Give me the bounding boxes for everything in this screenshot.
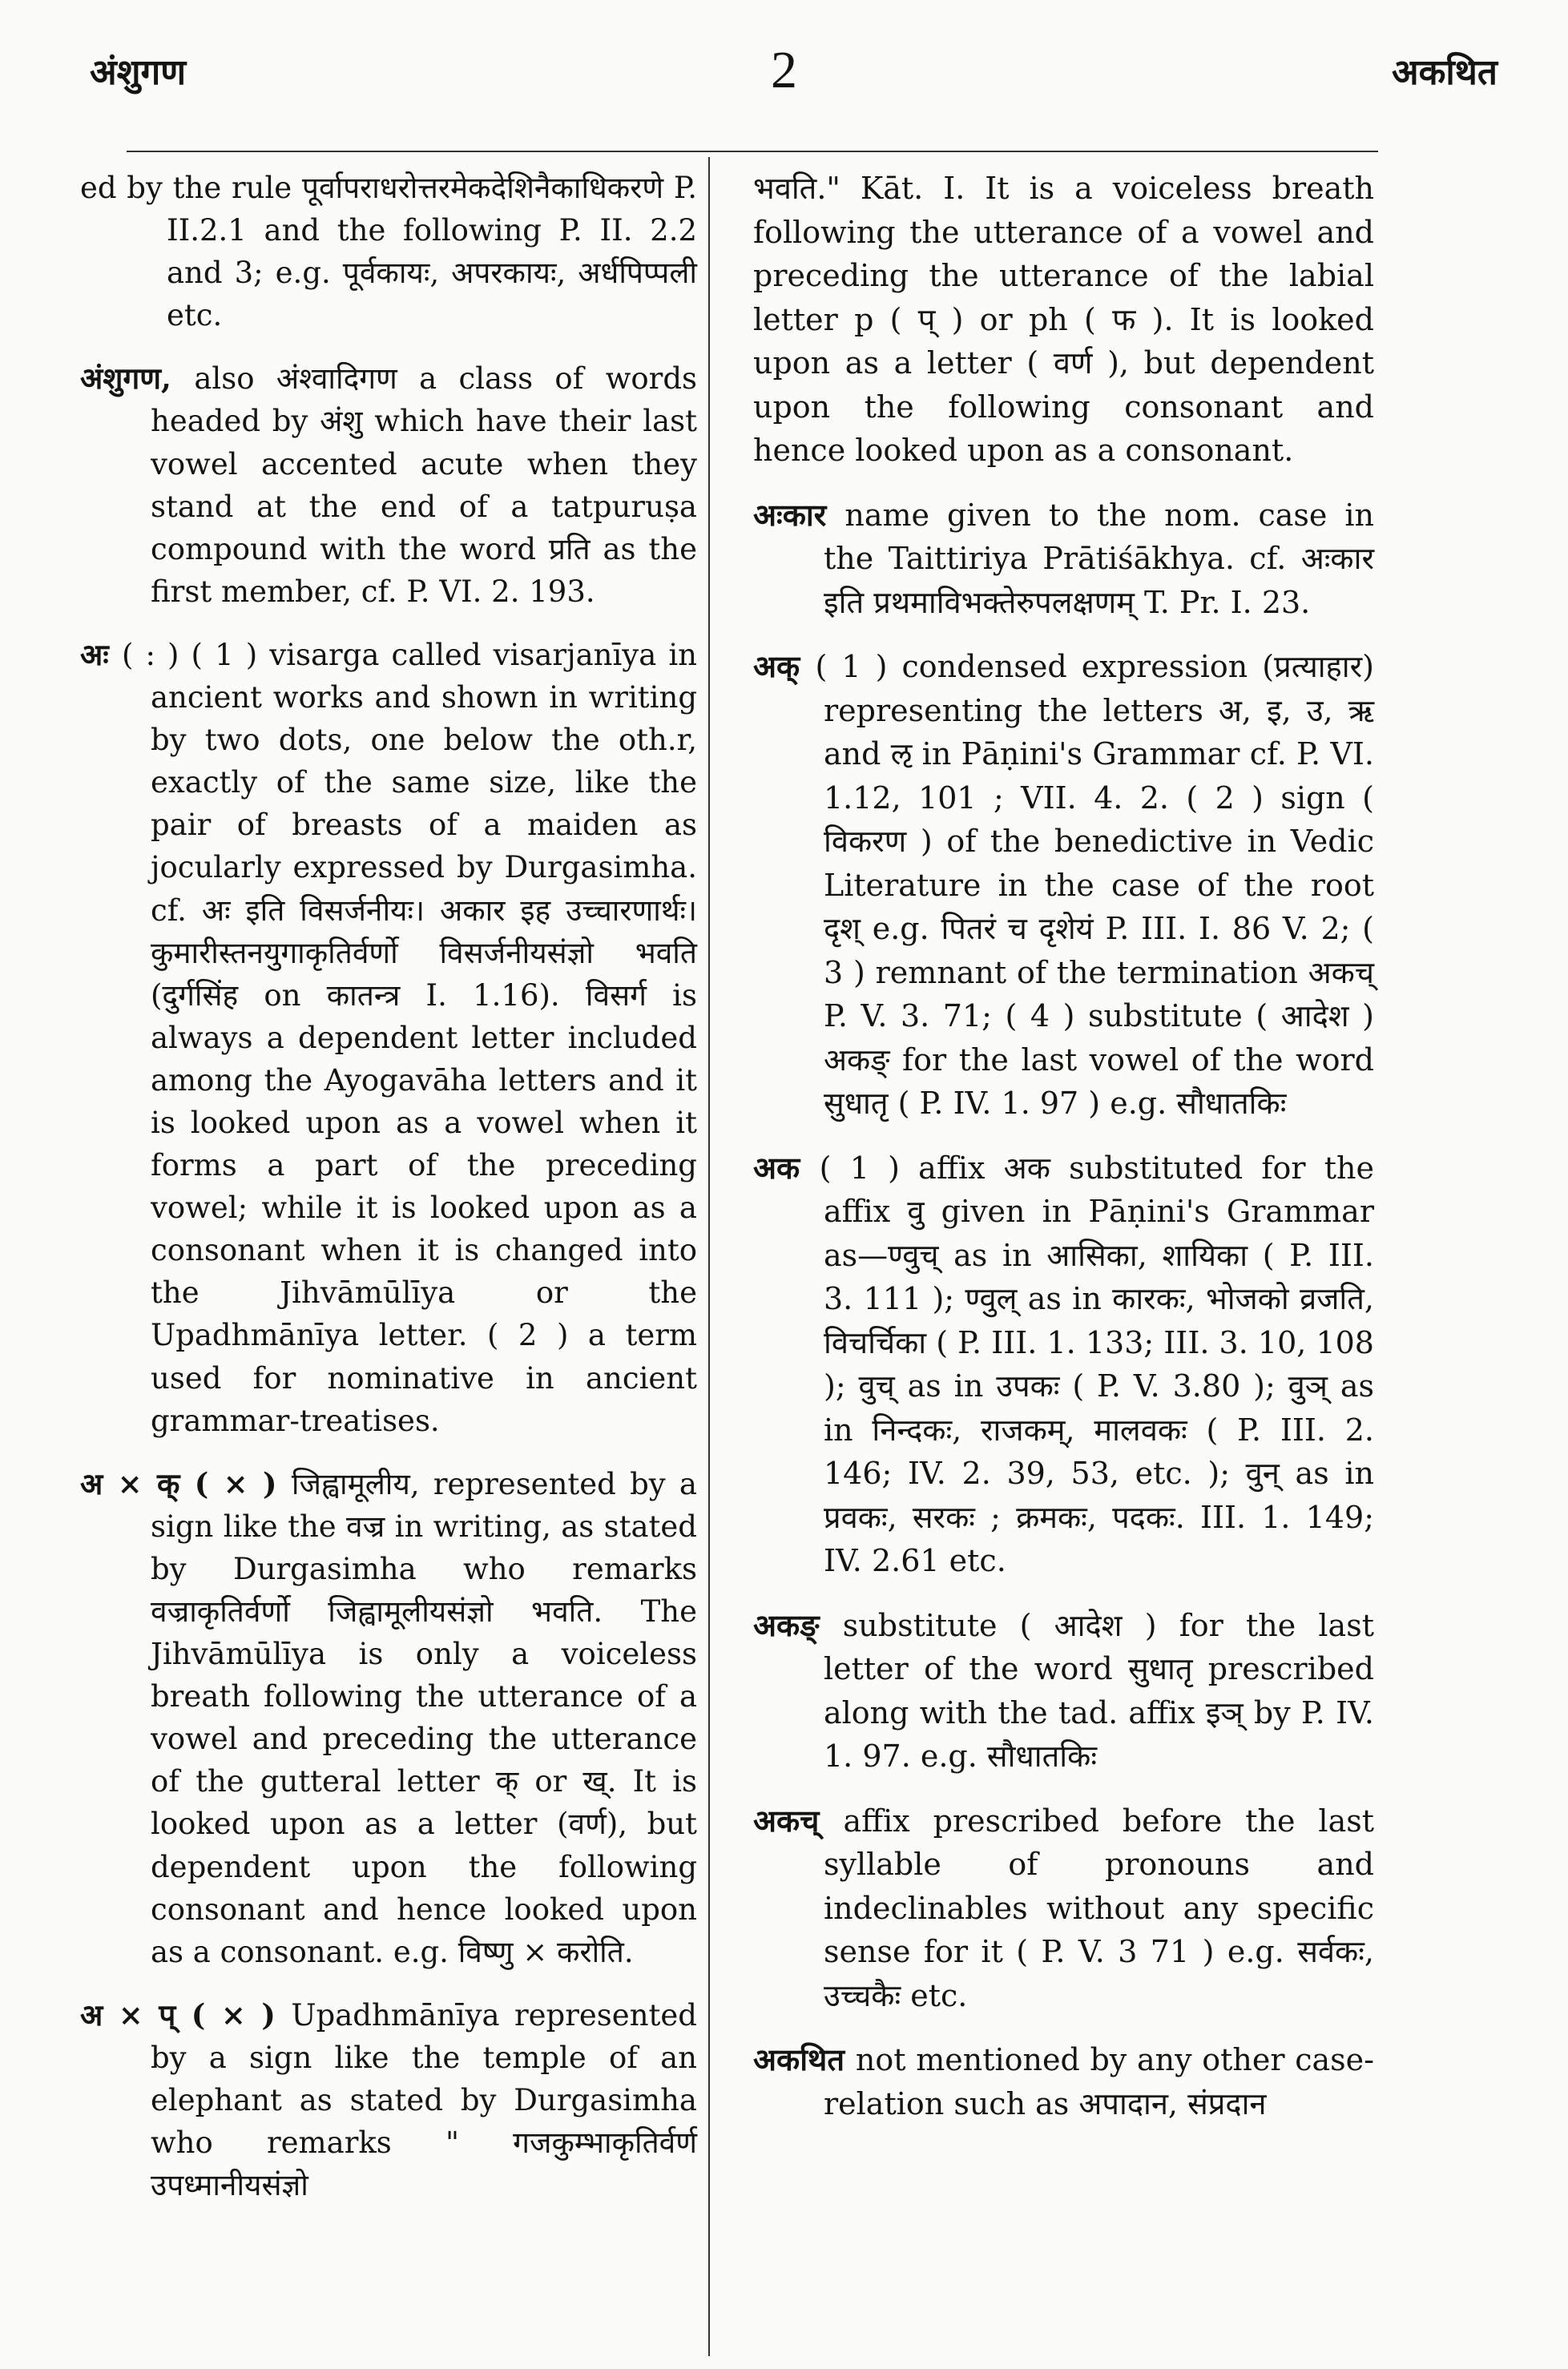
entry-text: ( : ) ( 1 ) visarga called visarjanīya in ancient works and shown in writing by two dots, one below the oth.r, exactly of the same size, like the pair of breasts of a maiden as jocularly expressed by Durgasimha. cf. अः इति विसर्जनीयः। अकार इह उच्चारणार्थः। कुमारीस्तनयुगाकृतिर्वर्णो विसर्जनीयसंज्ञो भवति (दुर्गसिंह on कातन्त्र I. 1.16). विसर्ग is always a dependent letter included among the Ayogavāha letters and it is looked upon as a vowel when it forms a part of the preceding vowel; while it is looked upon as a consonant when it is changed into the Jihvāmūlīya or the Upadhmānīya letter. ( 2 ) a term used for nominative in ancient grammar-treatises. [121,637,697,1438]
entry-headword: अकच् [753,1802,820,1839]
entry-headword: अ × प् ( × ) [80,1996,276,2033]
dictionary-entry [753,645,1374,1126]
dictionary-entry [753,1604,1374,1779]
entry-text: ed by the rule पूर्वापराधरोत्तरमेकदेशिनैकाधिकरणे P. II.2.1 and the following P. II. 2.2 and 3; e.g. पूर्वकायः, अपरकायः, अर्धपिप्पली etc. [80,171,697,333]
page-number: 2 [771,41,797,99]
dictionary-entry [80,1994,697,2206]
entry-text: name given to the nom. case in the Taittiriya Prātiśākhya. cf. अःकार इति प्रथमाविभक्तेरुपलक्षणम् T. Pr. I. 23. [824,497,1374,620]
entry-headword: अःकार [753,496,827,533]
entry-headword: अंशुगण, [80,361,171,397]
entry-text: Upadhmānīya represented by a sign like the temple of an elephant as stated by Durgasimha who remarks " गजकुम्भाकृतिर्वर्ण उपध्मानीयसंज्ञो [151,1997,697,2203]
dictionary-entry [80,634,697,1442]
entry-text: not mentioned by any other case-relation such as अपादान, संप्रदान [824,2042,1374,2121]
running-head-right: अकथित [1392,52,1497,93]
left-column [80,167,697,2227]
dictionary-entry [753,494,1374,625]
entry-headword: अकथित [753,2041,845,2077]
column-divider [708,157,710,2356]
entry-headword: अकङ् [753,1606,820,1643]
header-rule [127,151,1378,152]
entry-text: also अंश्वादिगण a class of words headed by अंशु which have their last vowel accented acute when they stand at the end of a tatpuruṣa compound with the word प्रति as the first member, cf. P. VI. 2. 193. [151,361,697,609]
entry-text: जिह्वामूलीय, represented by a sign like the वज्र in writing, as stated by Durgasimha who remarks वज्राकृतिर्वर्णो जिह्वामूलीयसंज्ञो भवति. The Jihvāmūlīya is only a voiceless breath following the utterance of a vowel and preceding the utterance of the gutteral letter क् or ख्. It is looked upon as a letter (वर्ण), but dependent upon the following consonant and hence looked upon as a consonant. e.g. विष्णु × करोति. [151,1466,697,1969]
entry-text: affix prescribed before the last syllable of pronouns and indeclinables without any specific sense for it ( P. V. 3 71 ) e.g. सर्वकः, उच्चकैः etc. [824,1803,1375,2013]
entry-text: भवति." Kāt. I. It is a voiceless breath following the utterance of a vowel and preceding the utterance of the labial letter p ( प् ) or ph ( फ ). It is looked upon as a letter ( वर्ण ), but dependent upon the following consonant and hence looked upon as a consonant. [753,171,1374,468]
dictionary-entry [80,167,697,336]
entry-headword: अः [80,636,109,672]
entry-headword: अक [753,1149,800,1186]
dictionary-entry [80,357,697,613]
dictionary-entry [753,167,1374,473]
right-column [753,167,1374,2146]
entry-text: substitute ( आदेश ) for the last letter of the word सुधातृ prescribed along with the tad. affix इञ् by P. IV. 1. 97. e.g. सौधातकिः [824,1607,1374,1774]
entry-headword: अ × क् ( × ) [80,1465,277,1501]
dictionary-entry [753,1146,1374,1583]
dictionary-entry [753,1799,1374,2018]
running-head-left: अंशुगण [90,52,187,93]
entry-headword: अक् [753,648,800,684]
entry-text: ( 1 ) affix अक substituted for the affix वु given in Pāṇini's Grammar as—ण्वुच् as in आसिका, शायिका ( P. III. 3. 111 ); ण्वुल् as in कारकः, भोजको व्रजति, विचर्चिका ( P. III. 1. 133; III. 3. 10, 108 ); वुच् as in उपकः ( P. V. 3.80 ); वुञ् as in निन्दकः, राजकम्, मालवकः ( P. III. 2. 146; IV. 2. 39, 53, etc. ); वुन् as in प्रवकः, सरकः ; क्रमकः, पदकः. III. 1. 149; IV. 2.61 etc. [819,1150,1374,1578]
dictionary-entry [80,1463,697,1973]
dictionary-entry [753,2038,1374,2125]
entry-text: ( 1 ) condensed expression (प्रत्याहार) representing the letters अ, इ, उ, ऋ and ऌ in Pāṇini's Grammar cf. P. VI. 1.12, 101 ; VII. 4. 2. ( 2 ) sign ( विकरण ) of the benedictive in Vedic Literature in the case of the root दृश् e.g. पितरं च दृशेयं P. III. I. 86 V. 2; ( 3 ) remnant of the termination अकच् P. V. 3. 71; ( 4 ) substitute ( आदेश ) अकङ् for the last vowel of the word सुधातृ ( P. IV. 1. 97 ) e.g. सौधातकिः [815,649,1375,1121]
